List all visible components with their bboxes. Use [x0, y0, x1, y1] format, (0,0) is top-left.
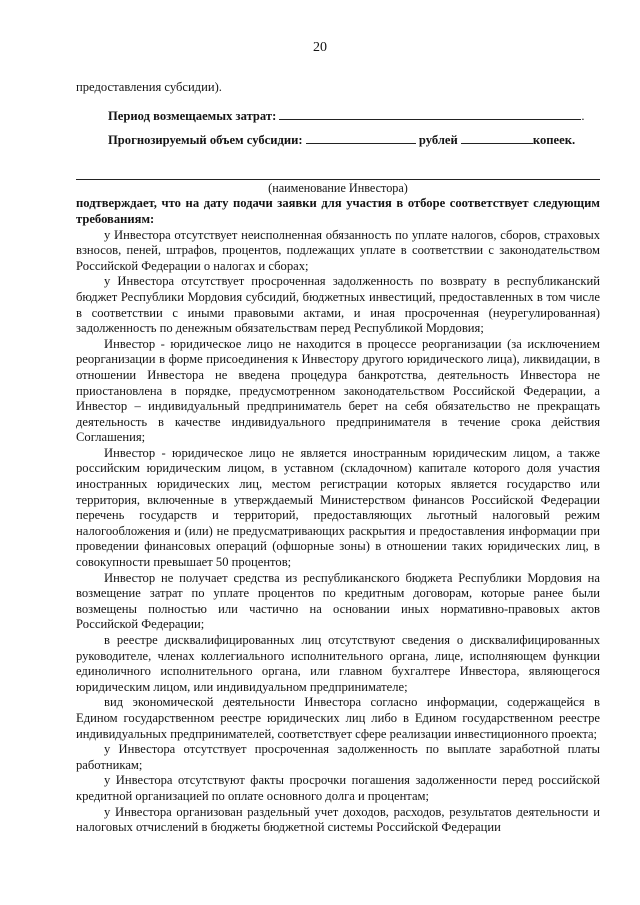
requirement-paragraph: Инвестор не получает средства из республиканского бюджета Республики Мордовия на возмещение затрат по уплате процентов по кредитным договорам, которые ранее были возмещены полностью или частично на основании иных нормативно-правовых актов Российской Федерации; — [76, 570, 600, 632]
investor-caption: (наименование Инвестора) — [268, 180, 408, 195]
subsidy-label: Прогнозируемый объем субсидии: — [108, 133, 303, 148]
requirement-paragraph: у Инвестора отсутствует просроченная задолженность по возврату в республиканский бюджет Республики Мордовия субсидий, бюджетных инвестиций, предоставленных в том числе в соответствии с иными правовыми актами, и иная просроченная (неурегулированная) задолженность по денежным обязательствам перед Республикой Мордовия; — [76, 274, 600, 336]
confirms-text: подтверждает, что на дату подачи заявки для участия в отборе соответствует следующим требованиям: — [76, 196, 600, 226]
intro-text: предоставления субсидии). — [76, 80, 222, 94]
page-number: 20 — [313, 40, 327, 55]
kopecks-label: копеек. — [532, 133, 576, 148]
subsidy-field — [108, 132, 600, 149]
requirement-paragraph: вид экономической деятельности Инвестора согласно информации, содержащейся в Едином государственном реестре юридических лиц либо в Едином государственном реестре индивидуальных предпринимателей, соответствует сфере реализации инвестиционного проекта; — [76, 695, 600, 741]
requirement-paragraph: у Инвестора отсутствует просроченная задолженность по выплате заработной платы работникам; — [76, 742, 600, 772]
requirement-paragraph: у Инвестора отсутствует неисполненная обязанность по уплате налогов, сборов, страховых взносов, пеней, штрафов, процентов, подлежащих уплате в соответствии с законодательством Российской Федерации о налогах и сборах; — [76, 227, 600, 273]
requirement-paragraph: у Инвестора отсутствуют факты просрочки погашения задолженности перед российской кредитной организацией по оплате основного долга и процентам; — [76, 773, 600, 803]
period-blank[interactable] — [279, 108, 581, 120]
period-field — [108, 108, 600, 125]
period-label: Период возмещаемых затрат: — [108, 108, 277, 123]
requirement-paragraph: в реестре дисквалифицированных лиц отсутствуют сведения о дисквалифицированных руководителе, членах коллегиального исполнительного органа, лице, исполняющем функции единоличного исполнительного органа, или главном бухгалтере Инвестора, являющегося юридическим лицом, или индивидуальном предпринимателе; — [76, 633, 600, 694]
investor-name-line[interactable] — [76, 163, 600, 180]
document-body — [76, 80, 600, 836]
requirement-paragraph: у Инвестора организован раздельный учет доходов, расходов, результатов деятельности и налоговых отчислений в бюджеты бюджетной системы Российской Федерации — [76, 804, 600, 835]
rubles-label: рублей — [418, 133, 458, 148]
period-end: . — [581, 108, 585, 123]
requirement-paragraph: Инвестор - юридическое лицо не является иностранным юридическим лицом, а также российским юридическим лицом, в уставном (складочном) капитале которого доля участия иностранных юридических лиц, местом регистрации которых является государство или территория, включенные в утверждаемый Министерством финансов Российской Федерации перечень государств и территорий, предоставляющих льготный налоговый режим налогообложения и (или) не предусматривающих раскрытия и предоставления информации при проведении финансовых операций (офшорные зоны) в отношении таких юридических лиц, в совокупности превышает 50 процентов; — [76, 445, 600, 570]
rubles-blank[interactable] — [306, 132, 416, 144]
kopecks-blank[interactable] — [461, 132, 533, 144]
requirement-paragraph: Инвестор - юридическое лицо не находится в процессе реорганизации (за исключением реорганизации в форме присоединения к Инвестору другого юридического лица), ликвидации, в отношении Инвестора не введена процедура банкротства, деятельность Инвестора не приостановлена в порядке, предусмотренном законодательством Российской Федерации, а Инвестор – индивидуальный предприниматель берет на себя обязательство не прекращать деятельность в качестве индивидуального предпринимателя в течение срока действия Соглашения; — [76, 336, 600, 445]
